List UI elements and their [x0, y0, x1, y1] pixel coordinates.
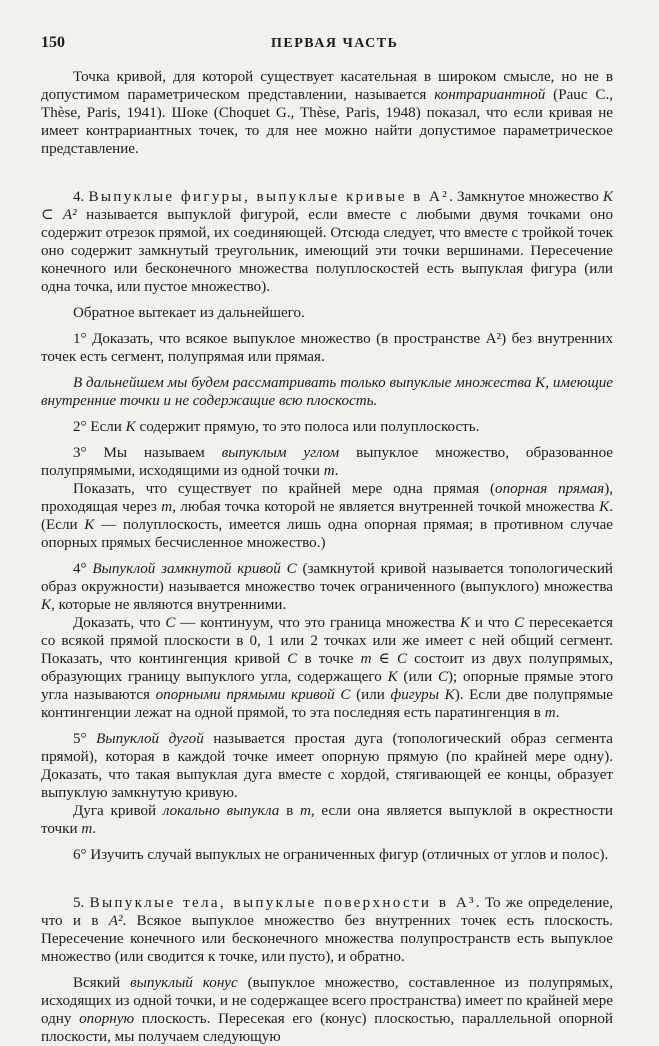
section-5: 5. Выпуклые тела, выпуклые поверхности в A³. То же определение, что и в A². Всякое выпуклое множество без внутренних точек есть плоскость. Пересечение конечного или бесконечного множества полупространств есть выпуклое множество (или сводится к точке, или пусто), и обратно. [41, 895, 613, 965]
section-4-number: 4. [73, 189, 89, 205]
item-5-local: Дуга кривой локально выпукла в m, если она является выпуклой в окрестности точки m. [41, 803, 613, 837]
body-text [41, 68, 613, 1046]
item-6: 6° Изучить случай выпуклых не ограниченных фигур (отличных от углов и полос). [73, 847, 609, 863]
item-2: 2° Если K содержит прямую, то это полоса или полуплоскость. [73, 419, 480, 435]
section-5-number: 5. [73, 895, 90, 911]
page-number: 150 [41, 34, 65, 51]
item-3: 3° Мы называем выпуклым углом выпуклое множество, образованное полупрямыми, исходящими из одной точки m. [41, 445, 614, 479]
item-5: 5° Выпуклой дугой называется простая дуга (топологический образ сегмента прямой), которая в каждой точке имеет опорную прямую (по крайней мере одну). Доказать, что такая выпуклая дуга вместе с хордой, стягивающей ее концы, образует выпуклую замкнутую кривую. [41, 731, 613, 801]
running-title: ПЕРВАЯ ЧАСТЬ [271, 36, 399, 51]
page-header [41, 34, 613, 52]
item-1: 1° Доказать, что всякое выпуклое множество (в пространстве A²) без внутренних точек есть сегмент, полупрямая или прямая. [41, 331, 613, 365]
paragraph-convex-cone: Всякий выпуклый конус (выпуклое множество, составленное из полупрямых, исходящих из одной точки, и не содержащее всего пространства) имеет по крайней мере одну опорную плоскость. Пересекая его (конус) плоскостью, параллельной опорной плоскости, мы получаем следующую [41, 975, 613, 1045]
item-4: 4° Выпуклой замкнутой кривой C (замкнутой кривой называется топологический образ окружности) называется множество точек ограниченного (выпуклого) множества K, которые не являются внутренними. [41, 561, 614, 613]
paragraph-converse: Обратное вытекает из дальнейшего. [73, 305, 305, 321]
section-4-title: Выпуклые фигуры, выпуклые кривые в A² [88, 189, 450, 205]
italic-assumption: В дальнейшем мы будем рассматривать только выпуклые множества K, имеющие внутренние точки и не содержащие всю плоскость. [41, 375, 613, 409]
item-4-exercise: Доказать, что C — континуум, что это граница множества K и что C пересекается со всякой прямой плоскости в 0, 1 или 2 точках или же имеет с ней общий сегмент. Показать, что контингенция кривой C в точке m ∈ C состоит из двух полупрямых, образующих границу выпуклого угла, содержащего K (или C); опорные прямые этого угла называются опорными прямыми кривой C (или фигуры K). Если две полупрямые контингенции лежат на одной прямой, то эта последняя есть паратингенция в m. [41, 615, 614, 721]
section-4: 4. Выпуклые фигуры, выпуклые кривые в A². Замкнутое множество K ⊂ A² называется выпуклой фигурой, если вместе с любыми двумя точками оно содержит отрезок прямой, их соединяющей. Отсюда следует, что вместе с тройкой точек оно содержит замкнутый треугольник, имеющий эти точки вершинами. Пересечение конечного или бесконечного множества полуплоскостей есть выпуклая фигура (или одна точка, или пустое множество). [41, 189, 613, 295]
item-3-exercise: Показать, что существует по крайней мере одна прямая (опорная прямая), проходящая через m, любая точка которой не является внутренней точкой множества K. (Если K — полуплоскость, имеется лишь одна опорная прямая; в противном случае опорных прямых бесчисленное множество.) [41, 481, 613, 551]
section-5-title: Выпуклые тела, выпуклые поверхности в A³ [89, 895, 476, 911]
paragraph-contrariant: Точка кривой, для которой существует касательная в широком смысле, но не в допустимом параметрическом представлении, называется контрариантной (Pauc C., Thèse, Paris, 1941). Шоке (Choquet G., Thèse, Paris, 1948) показал, что если кривая не имеет контрариантных точек, то для нее можно найти допустимое параметрическое представление. [41, 69, 613, 157]
